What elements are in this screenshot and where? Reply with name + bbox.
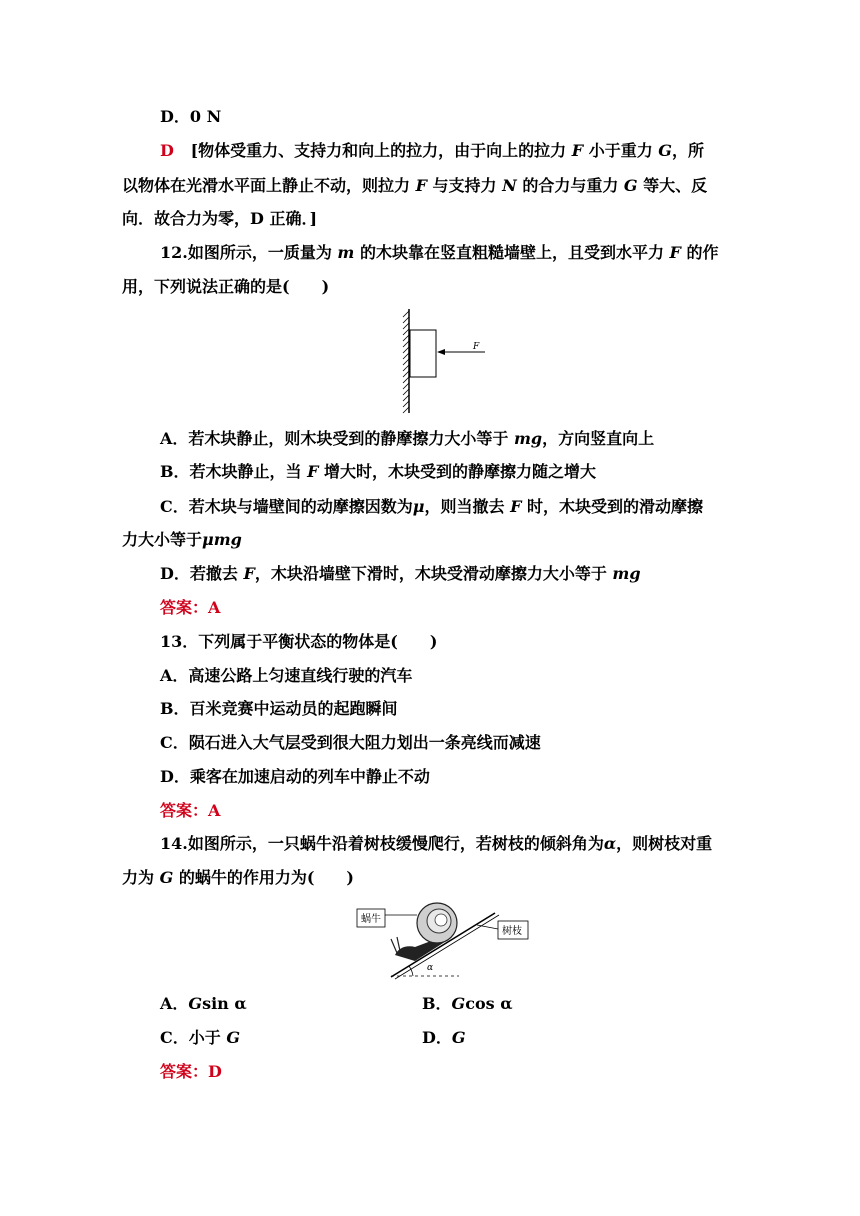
text-span: 的作 (686, 243, 719, 262)
q13-option-b: B．百米竞赛中运动员的起跑瞬间 (160, 699, 398, 718)
var-mg: mg (612, 564, 641, 583)
text-span: ，所 (671, 141, 704, 160)
q12-option-c-line2 (122, 529, 242, 551)
snail-branch-figure (355, 895, 535, 980)
text-span: ，则当撤去 (424, 497, 505, 516)
angle-alpha-label: α (427, 963, 434, 973)
var-G: G (658, 141, 672, 160)
text-span: 时，木块受到的滑动摩擦 (527, 497, 704, 516)
q12-option-b (160, 461, 596, 483)
text-span: 14.如图所示，一只蜗牛沿着树枝缓慢爬行，若树枝的倾斜角为 (160, 834, 604, 853)
var-G: G (188, 994, 203, 1013)
q13-option-a: A．高速公路上匀速直线行驶的汽车 (160, 666, 413, 685)
text-span: 的蜗牛的作用力为( ) (178, 868, 354, 887)
text-span: 力为 (122, 868, 155, 887)
text-span: 增大时，木块受到的静摩擦力随之增大 (324, 462, 597, 481)
var-F: F (243, 564, 255, 583)
q12-answer (160, 597, 220, 619)
var-F: F (510, 497, 522, 516)
q12-option-c-line1 (160, 496, 703, 518)
text-span: 力大小等于 (122, 530, 203, 549)
wall-block-figure (395, 305, 495, 420)
text-span: ，则树枝对重 (616, 834, 713, 853)
text-span: 12.如图所示，一质量为 (160, 243, 332, 262)
text-span: C．小于 (160, 1028, 221, 1047)
var-alpha: α (603, 834, 617, 853)
text-span: 的合力与重力 (522, 176, 619, 195)
text-span: 的木块靠在竖直粗糙墙壁上，且受到水平力 (359, 243, 664, 262)
var-F: F (669, 243, 681, 262)
q12-stem-line1 (160, 242, 718, 264)
text-span: 以物体在光滑水平面上静止不动，则拉力 (122, 176, 411, 195)
q12-option-d (160, 563, 641, 585)
var-m: m (337, 243, 355, 262)
var-N: N (502, 176, 517, 195)
q14-stem-line2 (122, 867, 354, 889)
answer-text: 答案：A (160, 598, 221, 617)
q11-answer-letter: D (160, 141, 174, 160)
var-mumg: μmg (202, 530, 242, 549)
answer-text: 答案：A (160, 801, 221, 820)
q11-explanation-line1 (160, 140, 704, 162)
var-G: G (159, 868, 174, 887)
label-branch: 树枝 (502, 926, 522, 937)
text-span: 小于重力 (588, 141, 653, 160)
q11-option-d: D．0 N (160, 107, 222, 126)
var-mu: μ (412, 497, 425, 516)
var-G: G (451, 1028, 466, 1047)
text-span: A．若木块静止，则木块受到的静摩擦力大小等于 (160, 429, 509, 448)
q13-answer (160, 800, 220, 822)
text-span: [物体受重力、支持力和向上的拉力，由于向上的拉力 (190, 141, 567, 160)
text-span: D． (422, 1028, 452, 1047)
q14-stem-line1 (160, 833, 712, 855)
text-span: D．若撤去 (160, 564, 238, 583)
q12-option-a (160, 428, 654, 450)
label-snail: 蜗牛 (361, 914, 381, 925)
q11-explanation-line3: 向．故合力为零，D 正确．] (122, 209, 318, 228)
var-F: F (307, 462, 319, 481)
answer-text: 答案：D (160, 1062, 222, 1081)
q12-stem-line2: 用，下列说法正确的是( ) (122, 277, 330, 296)
text-span: B．若木块静止，当 (160, 462, 302, 481)
var-G: G (226, 1028, 240, 1047)
text-span: cos α (465, 994, 513, 1013)
q14-option-c (160, 1027, 240, 1049)
text-span: A． (160, 994, 189, 1013)
var-F: F (415, 176, 427, 195)
text-span: C．若木块与墙壁间的动摩擦因数为 (160, 497, 413, 516)
text-span: B． (422, 994, 452, 1013)
text-span: 与支持力 (432, 176, 497, 195)
text-span: ，方向竖直向上 (542, 429, 655, 448)
var-G: G (451, 994, 466, 1013)
q14-option-d (422, 1027, 466, 1049)
var-F: F (571, 141, 584, 160)
q13-stem: 13．下列属于平衡状态的物体是( ) (160, 632, 438, 651)
q11-explanation-line2 (122, 175, 707, 197)
var-G: G (623, 176, 638, 195)
var-mg: mg (514, 429, 543, 448)
q13-option-c: C．陨石进入大气层受到很大阻力划出一条亮线而减速 (160, 733, 541, 752)
text-span: sin α (202, 994, 247, 1013)
force-label-F: F (473, 342, 480, 352)
q14-option-a (160, 993, 247, 1015)
q14-answer (160, 1061, 222, 1083)
q13-option-d: D．乘客在加速启动的列车中静止不动 (160, 767, 430, 786)
text-span: ，木块沿墙壁下滑时，木块受滑动摩擦力大小等于 (254, 564, 607, 583)
text-span: 等大、反 (643, 176, 708, 195)
q14-option-b (422, 993, 513, 1015)
